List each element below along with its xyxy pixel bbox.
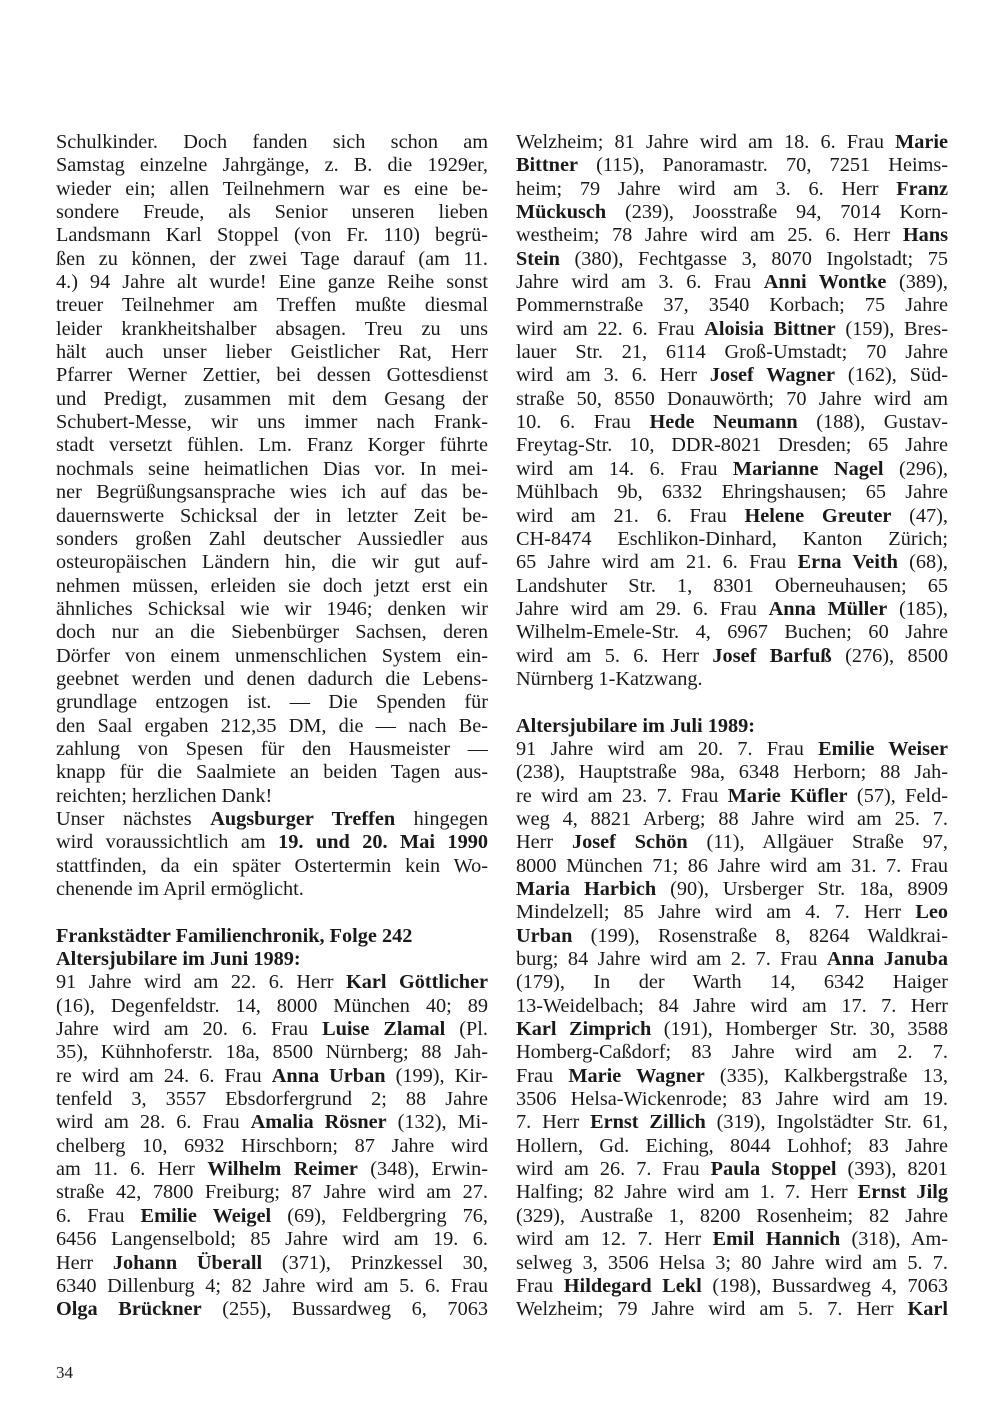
text-line <box>516 645 948 668</box>
text-run: stattfinden, da ein später Ostertermin kein Wo- <box>56 854 488 877</box>
person-name: Ernst Zillich <box>590 1111 706 1134</box>
text-line <box>516 1088 948 1111</box>
text-line <box>56 855 488 878</box>
text-run: wird am 12. 7. Herr <box>516 1228 713 1251</box>
text-line <box>56 715 488 738</box>
text-run: Herr <box>516 831 572 854</box>
text-run: re wird am 23. 7. Frau <box>516 784 728 807</box>
person-name: Marie <box>895 131 948 153</box>
person-name: Marianne Nagel <box>732 457 884 480</box>
text-run: ner Begrüßungsansprache wies ich auf das be- <box>56 481 488 504</box>
text-line <box>516 1111 948 1134</box>
text-line <box>516 971 948 994</box>
text-run: (69), Feldbergring 76, <box>271 1204 488 1227</box>
text-line <box>56 668 488 691</box>
person-name: Hildegard Lekl <box>563 1274 702 1297</box>
text-line <box>516 901 948 924</box>
text-line <box>56 1088 488 1111</box>
person-name: Erna Veith <box>797 551 898 574</box>
text-run: (162), Süd- <box>834 364 948 387</box>
text-run: dauernswerte Schicksal der in letzter Zeit be- <box>56 504 488 527</box>
text-run: heim; 79 Jahre wird am 3. 6. Herr <box>516 177 897 200</box>
person-name: Ernst Jilg <box>857 1181 948 1204</box>
text-line <box>56 1275 488 1298</box>
text-run: (329), Austraße 1, 8200 Rosenheim; 82 Jahre <box>516 1204 948 1227</box>
text-line <box>516 598 948 621</box>
text-run: Frau <box>516 1274 564 1297</box>
text-run: (16), Degenfeldstr. 14, 8000 München 40; 89 <box>56 994 488 1017</box>
text-line <box>516 1228 948 1251</box>
chronicle-heading: Frankstädter Familienchronik, Folge 242 <box>56 924 413 947</box>
text-run: Homberg-Caßdorf; 83 Jahre wird am 2. 7. <box>516 1041 948 1064</box>
text-line <box>56 224 488 247</box>
text-run: und Predigt, zusammen mit dem Gesang der <box>56 387 488 410</box>
text-line <box>56 645 488 668</box>
text-run: (Pl. <box>445 1018 488 1041</box>
person-name: Anna Januba <box>826 948 948 971</box>
text-line <box>516 878 948 901</box>
text-run: 13-Weidelbach; 84 Jahre wird am 17. 7. Herr <box>516 994 948 1017</box>
text-line <box>516 1135 948 1158</box>
text-run: (319), Ingolstädter Str. 61, <box>705 1111 948 1134</box>
text-line <box>516 551 948 574</box>
text-line <box>56 971 488 994</box>
text-line <box>56 1111 488 1134</box>
text-line <box>516 668 948 691</box>
text-line <box>516 201 948 224</box>
text-run: 6340 Dillenburg 4; 82 Jahre wird am 5. 6. Frau <box>56 1274 488 1297</box>
text-run: hält auch unser lieber Geistlicher Rat, Herr <box>56 341 488 364</box>
left-column <box>56 131 488 1322</box>
text-run: Pommernstraße 37, 3540 Korbach; 75 Jahre <box>516 294 948 317</box>
text-run: Welzheim; 79 Jahre wird am 5. 7. Herr <box>516 1298 908 1321</box>
text-run: (255), Bussardweg 6, 7063 <box>201 1298 488 1321</box>
text-line <box>56 248 488 271</box>
text-line <box>516 294 948 317</box>
person-name: Johann Überall <box>112 1251 263 1274</box>
text-line <box>516 411 948 434</box>
text-run: (393), 8201 <box>836 1158 948 1181</box>
text-run: westheim; 78 Jahre wird am 25. 6. Herr <box>516 224 903 247</box>
text-run: wird am 22. 6. Frau <box>516 317 705 340</box>
person-name: Wilhelm Reimer <box>207 1158 358 1181</box>
text-run: (198), Bussardweg 4, 7063 <box>701 1274 948 1297</box>
text-run: 8000 München 71; 86 Jahre wird am 31. 7. Frau <box>516 854 948 877</box>
text-run: (11), Allgäuer Straße 97, <box>687 831 948 854</box>
text-line <box>56 271 488 294</box>
text-line <box>56 551 488 574</box>
text-line <box>516 224 948 247</box>
text-line <box>56 878 488 901</box>
text-line <box>516 1158 948 1181</box>
text-line <box>56 481 488 504</box>
person-name: Paula Stoppel <box>710 1158 837 1181</box>
person-name: Anni Wontke <box>763 271 887 294</box>
text-line <box>56 738 488 761</box>
person-name: Aloisia Bittner <box>704 317 836 340</box>
text-run: Samstag einzelne Jahrgänge, z. B. die 1929er, <box>56 154 488 177</box>
text-run: Hollern, Gd. Eiching, 8044 Lohhof; 83 Jahre <box>516 1134 948 1157</box>
person-name: Augsburger Treffen <box>210 807 396 830</box>
text-run: Freytag-Str. 10, DDR-8021 Dresden; 65 Jahre <box>516 434 948 457</box>
text-run: (90), Ursberger Str. 18a, 8909 <box>656 878 948 900</box>
text-run: straße 50, 8550 Donauwörth; 70 Jahre wird am <box>516 387 948 410</box>
text-run: 10. 6. Frau <box>516 411 650 434</box>
text-run: (191), Homberger Str. 30, 3588 <box>651 1018 948 1041</box>
person-name: Josef Barfuß <box>712 644 832 667</box>
text-run: burg; 84 Jahre wird am 2. 7. Frau <box>516 948 827 971</box>
text-run: Frau <box>516 1064 569 1087</box>
text-run: Landshuter Str. 1, 8301 Oberneuhausen; 65 <box>516 574 948 597</box>
text-run: (115), Panoramastr. 70, 7251 Heims- <box>577 154 948 177</box>
text-line <box>516 154 948 177</box>
text-run: (238), Hauptstraße 98a, 6348 Herborn; 88 Jah- <box>516 761 948 784</box>
text-line <box>516 808 948 831</box>
text-run: wird am 14. 6. Frau <box>516 457 733 480</box>
person-name: Hede Neumann <box>649 411 798 434</box>
right-column <box>516 131 948 1322</box>
text-line <box>56 691 488 714</box>
text-run: osteuropäischen Ländern hin, die wir gut auf- <box>56 551 488 574</box>
text-line <box>516 738 948 761</box>
text-run: (296), <box>883 457 948 480</box>
july-birthdays-list <box>516 738 948 1322</box>
text-line <box>516 1065 948 1088</box>
text-line <box>516 178 948 201</box>
text-run: Pfarrer Werner Zettier, bei dessen Gottesdienst <box>56 364 488 387</box>
text-run: weg 4, 8821 Arberg; 88 Jahre wird am 25. 7. <box>516 807 948 830</box>
text-line <box>56 505 488 528</box>
text-line <box>56 201 488 224</box>
text-run: Welzheim; 81 Jahre wird am 18. 6. Frau <box>516 131 896 153</box>
text-run: Mühlbach 9b, 6332 Ehringshausen; 65 Jahre <box>516 481 948 504</box>
text-line <box>56 411 488 434</box>
text-run: nochmals seine heimatlichen Dias vor. In mei- <box>56 457 488 480</box>
text-line <box>56 575 488 598</box>
text-run: Schubert-Messe, wir uns immer nach Frank- <box>56 411 488 434</box>
text-line <box>56 154 488 177</box>
text-line <box>56 1205 488 1228</box>
person-name: Maria Harbich <box>516 878 657 900</box>
text-line <box>56 1041 488 1064</box>
text-run: wird am 26. 7. Frau <box>516 1158 711 1181</box>
person-name: Emilie Weiser <box>818 737 948 760</box>
text-run: (185), <box>887 597 948 620</box>
text-line <box>56 131 488 154</box>
text-line <box>56 388 488 411</box>
text-run: hingegen <box>395 807 488 830</box>
person-name: Franz <box>896 177 948 200</box>
text-run: (239), Joosstraße 94, 7014 Korn- <box>606 201 948 224</box>
text-run: Wilhelm-Emele-Str. 4, 6967 Buchen; 60 Jahre <box>516 621 948 644</box>
text-run: treuer Teilnehmer am Treffen mußte diesmal <box>56 294 488 317</box>
text-run: Jahre wird am 20. 6. Frau <box>56 1018 323 1041</box>
text-run: den Saal ergaben 212,35 DM, die — nach Be- <box>56 714 488 737</box>
text-line <box>56 458 488 481</box>
text-line <box>56 1158 488 1181</box>
text-run: selweg 3, 3506 Helsa 3; 80 Jahre wird am 5. 7. <box>516 1251 948 1274</box>
person-name: Anna Müller <box>768 597 888 620</box>
text-run: (276), 8500 <box>831 644 948 667</box>
spacer <box>56 901 488 924</box>
page-number: 34 <box>56 1363 73 1382</box>
text-run: doch nur an die Siebenbürger Sachsen, deren <box>56 621 488 644</box>
text-line <box>56 1135 488 1158</box>
text-run: CH-8474 Eschlikon-Dinhard, Kanton Zürich; <box>516 527 948 550</box>
text-run: 91 Jahre wird am 22. 6. Herr <box>56 971 346 994</box>
text-line <box>56 831 488 854</box>
text-run: 6456 Langenselbold; 85 Jahre wird am 19. 6. <box>56 1228 488 1251</box>
text-line <box>56 1018 488 1041</box>
text-line <box>516 621 948 644</box>
text-run: Dörfer von einem unmenschlichen System ein- <box>56 644 488 667</box>
text-line <box>516 364 948 387</box>
text-run: Halfing; 82 Jahre wird am 1. 7. Herr <box>516 1181 858 1204</box>
person-name: Anna Urban <box>271 1064 386 1087</box>
text-run: (371), Prinzkessel 30, <box>262 1251 488 1274</box>
text-run: grundlage entzogen ist. — Die Spenden für <box>56 691 488 714</box>
person-name: Josef Schön <box>571 831 688 854</box>
text-run: chenende im April ermöglicht. <box>56 878 304 900</box>
text-run: (199), Rosenstraße 8, 8264 Waldkrai- <box>572 924 948 947</box>
text-line <box>516 948 948 971</box>
text-run: chelberg 10, 6932 Hirschborn; 87 Jahre wird <box>56 1134 488 1157</box>
person-name: Urban <box>516 924 573 947</box>
text-run: 65 Jahre wird am 21. 6. Frau <box>516 551 798 574</box>
text-run: wird am 28. 6. Frau <box>56 1111 251 1134</box>
text-line <box>516 1041 948 1064</box>
text-line <box>516 1252 948 1275</box>
text-run: geebnet werden und denen dadurch die Lebens- <box>56 667 488 690</box>
text-run: nehmen müssen, erleiden sie doch jetzt erst ein <box>56 574 488 597</box>
text-run: lauer Str. 21, 6114 Groß-Umstadt; 70 Jahre <box>516 341 948 364</box>
text-run: stadt versetzt fühlen. Lm. Franz Korger führte <box>56 434 488 457</box>
person-name: Hans <box>902 224 948 247</box>
text-run: Jahre wird am 29. 6. Frau <box>516 597 769 620</box>
text-run: wird am 5. 6. Herr <box>516 644 713 667</box>
text-run: reichten; herzlichen Dank! <box>56 784 273 807</box>
text-line <box>56 598 488 621</box>
text-run: (380), Fechtgasse 3, 8070 Ingolstadt; 75 <box>559 247 948 270</box>
text-run: wieder ein; allen Teilnehmern war es eine be- <box>56 177 488 200</box>
person-name: Leo <box>915 901 948 924</box>
text-run: Jahre wird am 3. 6. Frau <box>516 271 764 294</box>
person-name: Emil Hannich <box>712 1228 841 1251</box>
text-line <box>56 1181 488 1204</box>
text-run: 3506 Helsa-Wickenrode; 83 Jahre wird am 19. <box>516 1088 948 1111</box>
text-run: re wird am 24. 6. Frau <box>56 1064 272 1087</box>
text-run: wird am 3. 6. Herr <box>516 364 710 387</box>
text-line <box>56 434 488 457</box>
text-line <box>516 528 948 551</box>
text-line <box>516 131 948 154</box>
person-name: Josef Wagner <box>709 364 835 387</box>
text-run: (159), Bres- <box>835 317 948 340</box>
person-name: Luise Zlamal <box>322 1018 446 1041</box>
text-run: sondere Freude, als Senior unseren lieben <box>56 201 488 224</box>
text-run: Landsmann Karl Stoppel (von Fr. 110) begrü- <box>56 224 488 247</box>
june-birthdays-list <box>56 971 488 1321</box>
text-line <box>56 341 488 364</box>
text-line <box>516 1298 948 1321</box>
text-line <box>56 1065 488 1088</box>
text-line <box>56 785 488 808</box>
text-run: Nürnberg 1-Katzwang. <box>516 667 703 690</box>
text-line <box>56 995 488 1018</box>
spacer <box>516 691 948 714</box>
text-line <box>516 925 948 948</box>
text-run: (68), <box>897 551 948 574</box>
text-run: straße 42, 7800 Freiburg; 87 Jahre wird am 27. <box>56 1181 488 1204</box>
text-line <box>516 434 948 457</box>
text-line <box>516 1181 948 1204</box>
text-line <box>56 761 488 784</box>
person-name: Karl Zimprich <box>516 1018 652 1041</box>
person-name: Amalia Rösner <box>250 1111 387 1134</box>
text-run: Schulkinder. Doch fanden sich schon am <box>56 131 488 153</box>
text-line <box>516 1018 948 1041</box>
text-run: 4.) 94 Jahre alt wurde! Eine ganze Reihe sonst <box>56 271 488 294</box>
text-run: knapp für die Saalmiete an beiden Tagen aus- <box>56 761 488 784</box>
text-run: Mindelzell; 85 Jahre wird am 4. 7. Herr <box>516 901 916 924</box>
text-run: ßen zu können, der zwei Tage darauf (am 11. <box>56 247 488 270</box>
text-run: 91 Jahre wird am 20. 7. Frau <box>516 737 819 760</box>
text-line <box>516 785 948 808</box>
text-line <box>516 318 948 341</box>
text-line <box>56 1252 488 1275</box>
text-run: Unser nächstes <box>56 807 211 830</box>
text-run: (132), Mi- <box>386 1111 488 1134</box>
text-line <box>516 481 948 504</box>
text-run: am 11. 6. Herr <box>56 1158 208 1181</box>
person-name: Marie Wagner <box>568 1064 705 1087</box>
text-line <box>56 1228 488 1251</box>
text-run: (188), Gustav- <box>797 411 948 434</box>
text-line <box>516 761 948 784</box>
text-run: (318), Am- <box>840 1228 948 1251</box>
text-line <box>516 505 948 528</box>
text-run: wird am 21. 6. Frau <box>516 504 745 527</box>
text-run: 7. Herr <box>516 1111 591 1134</box>
person-name: Stein <box>516 247 560 270</box>
person-name: Helene Greuter <box>744 504 892 527</box>
july-heading: Altersjubilare im Juli 1989: <box>516 714 756 737</box>
meeting-report-paragraph <box>56 131 488 808</box>
person-name: Emilie Weigel <box>140 1204 272 1227</box>
text-line <box>516 1205 948 1228</box>
text-line <box>516 388 948 411</box>
june-heading: Altersjubilare im Juni 1989: <box>56 948 301 971</box>
text-run: 6. Frau <box>56 1204 141 1227</box>
text-line <box>56 318 488 341</box>
person-name: Mückusch <box>516 201 607 224</box>
text-line <box>56 178 488 201</box>
text-line <box>516 248 948 271</box>
text-line <box>56 808 488 831</box>
person-name: Marie Küfler <box>727 784 848 807</box>
person-name: Olga Brückner <box>56 1298 202 1321</box>
text-run: sonders großen Zahl deutscher Aussiedler aus <box>56 527 488 550</box>
text-run: tenfeld 3, 3557 Ebsdorfergrund 2; 88 Jahre <box>56 1088 488 1111</box>
text-line <box>516 995 948 1018</box>
text-line <box>56 621 488 644</box>
text-run: (348), Erwin- <box>357 1158 488 1181</box>
text-line <box>516 855 948 878</box>
person-name: Bittner <box>516 154 578 177</box>
text-line <box>56 364 488 387</box>
next-meeting-paragraph <box>56 808 488 901</box>
text-run: (199), Kir- <box>385 1064 488 1087</box>
person-name: Karl Göttlicher <box>345 971 488 994</box>
text-line <box>516 1275 948 1298</box>
text-line <box>516 341 948 364</box>
text-line <box>56 528 488 551</box>
text-run: wird voraussichtlich am <box>56 831 279 854</box>
person-name: 19. und 20. Mai 1990 <box>278 831 488 854</box>
text-run: Herr <box>56 1251 113 1274</box>
text-run: (47), <box>891 504 948 527</box>
text-line <box>516 458 948 481</box>
text-run: (389), <box>886 271 948 294</box>
person-name: Karl <box>907 1298 948 1321</box>
text-run: leider krankheitshalber absagen. Treu zu uns <box>56 317 488 340</box>
text-line <box>516 831 948 854</box>
june-birthdays-continued <box>516 131 948 691</box>
text-run: (57), Feld- <box>847 784 948 807</box>
text-line <box>56 1298 488 1321</box>
text-run: 35), Kühnhoferstr. 18a, 8500 Nürnberg; 88 Jah- <box>56 1041 488 1064</box>
text-line <box>56 294 488 317</box>
text-line <box>516 575 948 598</box>
text-run: (179), In der Warth 14, 6342 Haiger <box>516 971 948 994</box>
text-line <box>516 271 948 294</box>
text-run: (335), Kalkbergstraße 13, <box>704 1064 948 1087</box>
text-run: zahlung von Spesen für den Hausmeister — <box>56 737 488 760</box>
text-run: ähnliches Schicksal wie wir 1946; denken wir <box>56 597 488 620</box>
